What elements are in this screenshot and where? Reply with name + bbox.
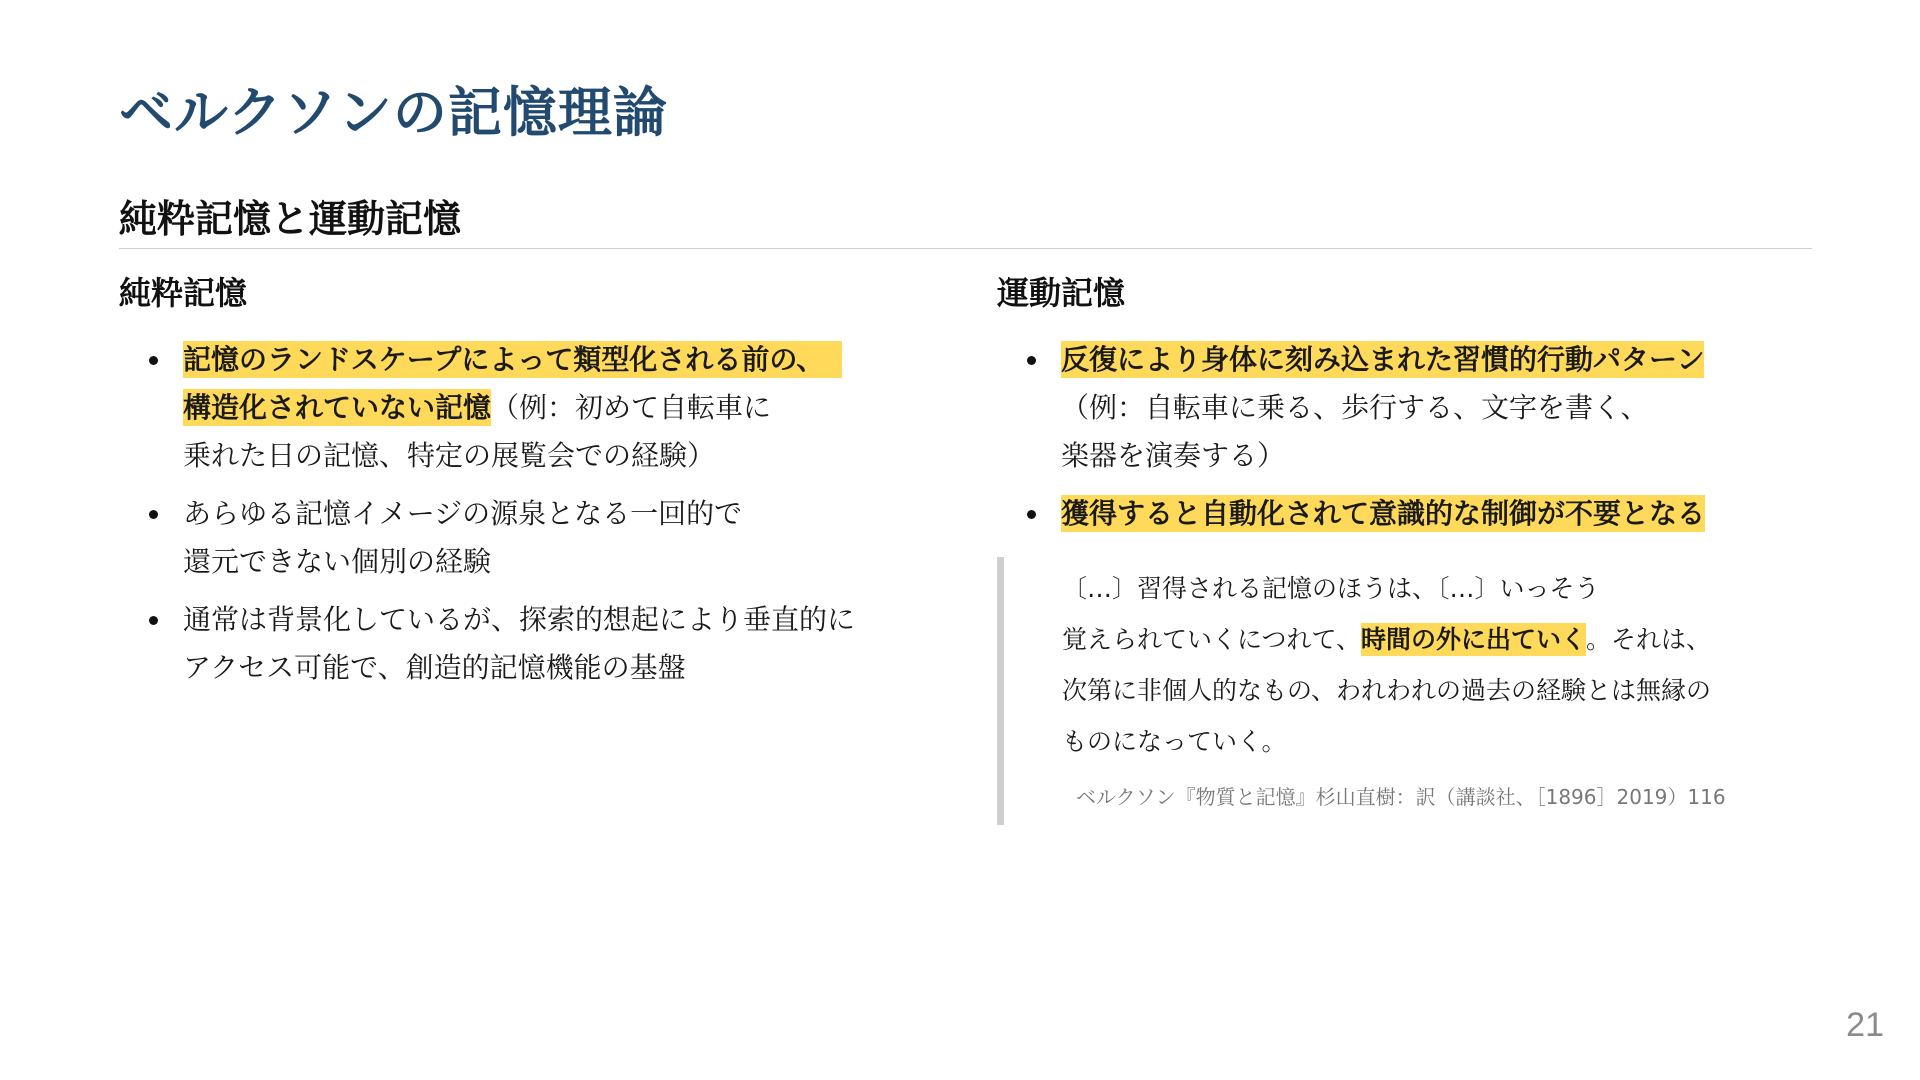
bullet-icon xyxy=(149,510,158,519)
motor-memory-column xyxy=(997,268,1812,548)
list-item xyxy=(997,490,1812,538)
bullet-icon xyxy=(1027,510,1036,519)
pure-memory-heading: 純粋記憶 xyxy=(119,274,248,312)
quote-block xyxy=(997,557,1804,825)
bullet-text: （例：初めて自転車に xyxy=(491,391,772,424)
quote-text xyxy=(1004,557,1804,767)
bullet-icon xyxy=(1027,356,1036,365)
list-item xyxy=(119,596,949,692)
list-item xyxy=(997,336,1812,480)
bullet-icon xyxy=(149,616,158,625)
quote-citation: ベルクソン『物質と記憶』杉山直樹：訳（講談社、［1896］2019）116 xyxy=(1076,785,1726,809)
pure-memory-list xyxy=(119,336,949,692)
quote-line: 覚えられていくにつれて、 xyxy=(1062,625,1362,654)
bullet-text: 通常は背景化しているが、探索的想起により垂直的に xyxy=(183,603,856,636)
motor-memory-heading: 運動記憶 xyxy=(997,274,1126,312)
page-number: 21 xyxy=(1846,1006,1884,1044)
highlight-text: 時間の外に出ていく xyxy=(1361,625,1587,654)
bullet-text: （例：自転車に乗る、歩行する、文字を書く、 xyxy=(1061,391,1649,424)
quote-line: ものになっていく。 xyxy=(1062,727,1287,756)
highlight-text: 反復により身体に刻み込まれた習慣的行動パターン xyxy=(1061,343,1705,376)
bullet-text: 乗れた日の記憶、特定の展覧会での経験） xyxy=(183,439,716,472)
motor-memory-list xyxy=(997,336,1812,538)
slide-title: ベルクソンの記憶理論 xyxy=(119,81,668,144)
bullet-text: 還元できない個別の経験 xyxy=(183,545,492,578)
bullet-icon xyxy=(149,356,158,365)
bullet-text: アクセス可能で、創造的記憶機能の基盤 xyxy=(183,651,686,684)
list-item xyxy=(119,336,949,480)
quote-line: 次第に非個人的なもの、われわれの過去の経験とは無縁の xyxy=(1062,676,1712,705)
list-item xyxy=(119,490,949,586)
slide-subtitle: 純粋記憶と運動記憶 xyxy=(119,197,462,241)
bullet-text: 楽器を演奏する） xyxy=(1061,439,1286,472)
quote-line: 〔…〕習得される記憶のほうは、〔…〕いっそう xyxy=(1062,574,1600,603)
highlight-text: 獲得すると自動化されて意識的な制御が不要となる xyxy=(1061,497,1706,530)
highlight-text: 記憶のランドスケープによって類型化される前の、 xyxy=(183,341,842,378)
divider xyxy=(119,248,1812,249)
bullet-text: あらゆる記憶イメージの源泉となる一回的で xyxy=(183,497,743,530)
highlight-text: 構造化されていない記憶 xyxy=(183,391,492,424)
pure-memory-column xyxy=(119,268,949,702)
quote-line: 。それは、 xyxy=(1586,625,1712,654)
